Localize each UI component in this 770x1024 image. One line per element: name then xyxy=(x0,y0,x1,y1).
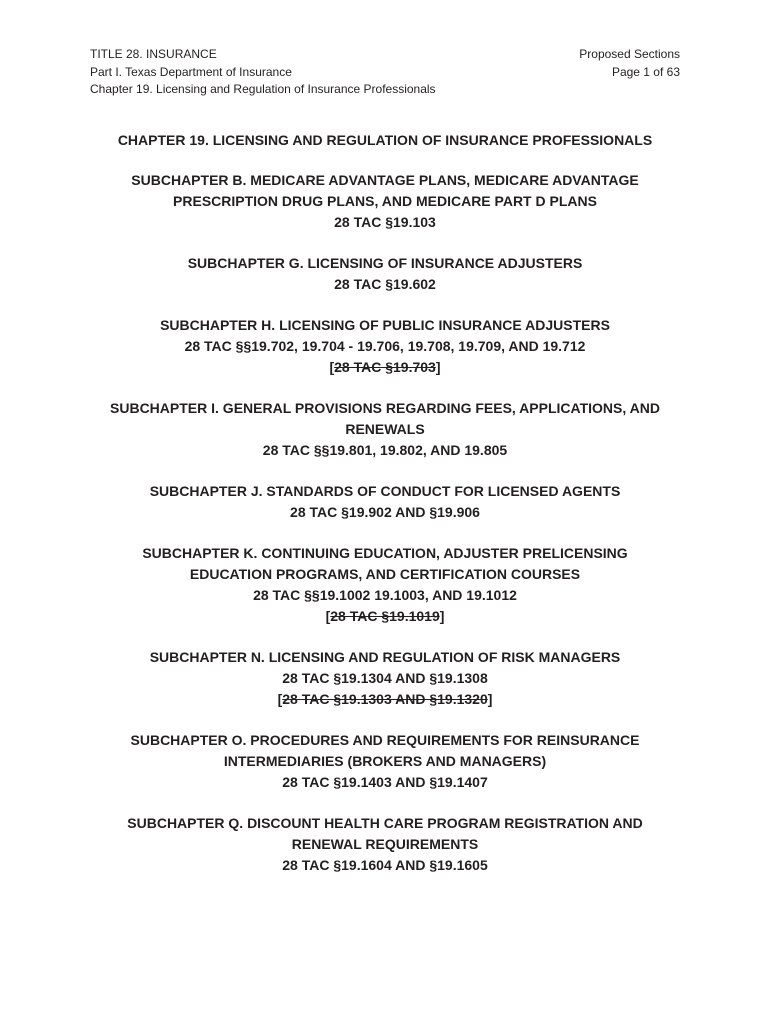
subchapter-i xyxy=(90,398,680,461)
subchapter-title: SUBCHAPTER N. LICENSING AND REGULATION OF RISK MANAGERS xyxy=(149,649,621,665)
subchapter-title: PRESCRIPTION DRUG PLANS, AND MEDICARE PART D PLANS xyxy=(173,193,597,209)
repealed-sections: 28 TAC §19.1019 xyxy=(330,608,440,624)
subchapter-sections: 28 TAC §§19.1002 19.1003, AND 19.1012 xyxy=(253,587,517,603)
close-bracket: ] xyxy=(435,359,441,375)
subchapter-title: SUBCHAPTER H. LICENSING OF PUBLIC INSURANCE ADJUSTERS xyxy=(160,317,610,333)
document-body xyxy=(90,130,680,896)
repealed-sections-line xyxy=(90,689,680,710)
subchapter-g xyxy=(90,253,680,295)
repealed-sections-line xyxy=(90,357,680,378)
subchapter-o xyxy=(90,730,680,793)
header-title-line: TITLE 28. INSURANCE xyxy=(90,47,217,61)
repealed-sections: 28 TAC §19.703 xyxy=(334,359,436,375)
header-part-line: Part I. Texas Department of Insurance xyxy=(90,64,292,79)
open-bracket: [ xyxy=(277,691,283,707)
subchapter-sections: 28 TAC §19.902 AND §19.906 xyxy=(290,504,480,520)
close-bracket: ] xyxy=(439,608,445,624)
header-left xyxy=(90,46,490,99)
subchapter-sections: 28 TAC §19.602 xyxy=(334,276,436,292)
subchapter-sections: 28 TAC §19.103 xyxy=(334,214,436,230)
subchapter-n xyxy=(90,647,680,710)
subchapter-title: SUBCHAPTER B. MEDICARE ADVANTAGE PLANS, MEDICARE ADVANTAGE xyxy=(131,172,639,188)
subchapter-title: SUBCHAPTER I. GENERAL PROVISIONS REGARDING FEES, APPLICATIONS, AND xyxy=(110,400,660,416)
subchapter-sections: 28 TAC §§19.801, 19.802, AND 19.805 xyxy=(262,442,508,458)
subchapter-title: SUBCHAPTER K. CONTINUING EDUCATION, ADJUSTER PRELICENSING xyxy=(142,545,628,561)
chapter-title: CHAPTER 19. LICENSING AND REGULATION OF INSURANCE PROFESSIONALS xyxy=(117,132,653,148)
subchapter-sections: 28 TAC §19.1604 AND §19.1605 xyxy=(282,857,488,873)
subchapter-j xyxy=(90,481,680,523)
subchapter-sections: 28 TAC §19.1403 AND §19.1407 xyxy=(282,774,488,790)
subchapter-k xyxy=(90,543,680,627)
subchapter-title: EDUCATION PROGRAMS, AND CERTIFICATION COURSES xyxy=(189,566,581,582)
subchapter-title: SUBCHAPTER Q. DISCOUNT HEALTH CARE PROGRAM REGISTRATION AND xyxy=(127,815,643,831)
subchapter-q xyxy=(90,813,680,876)
subchapter-title: SUBCHAPTER J. STANDARDS OF CONDUCT FOR LICENSED AGENTS xyxy=(149,483,621,499)
subchapter-h xyxy=(90,315,680,378)
subchapter-b xyxy=(90,170,680,233)
open-bracket: [ xyxy=(329,359,335,375)
subchapter-title: SUBCHAPTER G. LICENSING OF INSURANCE ADJUSTERS xyxy=(187,255,583,271)
repealed-sections: 28 TAC §19.1303 AND §19.1320 xyxy=(282,691,488,707)
header-right xyxy=(500,46,680,81)
subchapter-title: INTERMEDIARIES (BROKERS AND MANAGERS) xyxy=(223,753,547,769)
subchapter-sections: 28 TAC §§19.702, 19.704 - 19.706, 19.708, 19.709, AND 19.712 xyxy=(184,338,586,354)
subchapter-sections: 28 TAC §19.1304 AND §19.1308 xyxy=(282,670,488,686)
close-bracket: ] xyxy=(487,691,493,707)
subchapter-title: RENEWALS xyxy=(345,421,425,437)
header-proposed-sections: Proposed Sections xyxy=(579,47,680,61)
subchapter-title: RENEWAL REQUIREMENTS xyxy=(291,836,479,852)
header-chapter-line: Chapter 19. Licensing and Regulation of Insurance Professionals xyxy=(90,82,436,96)
subchapter-title: SUBCHAPTER O. PROCEDURES AND REQUIREMENTS FOR REINSURANCE xyxy=(130,732,640,748)
header-page-number: Page 1 of 63 xyxy=(611,64,680,79)
open-bracket: [ xyxy=(325,608,331,624)
repealed-sections-line xyxy=(90,606,680,627)
